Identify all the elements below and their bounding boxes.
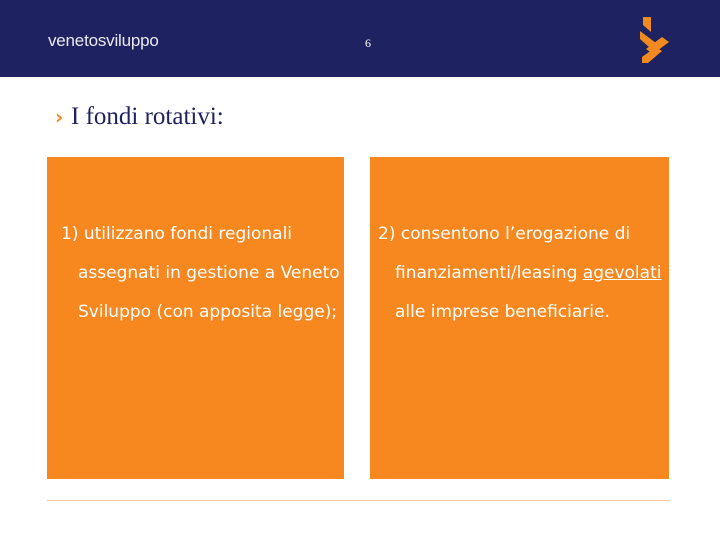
page-number: 6 [365,36,371,50]
footer-divider [47,500,670,501]
slide-title: I fondi rotativi: [71,103,224,130]
box-right-text-suffix: alle imprese beneficiarie. [395,302,610,322]
venetosviluppo-logo-icon [638,17,674,63]
brand-logo-text: venetosviluppo [48,31,159,50]
content-box-right [370,157,669,479]
box-left-text: 1) utilizzano fondi regionali assegnati in gestione a Veneto Sviluppo (con apposita legge); [61,224,340,322]
header-bar [0,0,720,77]
box-right-underlined-word: agevolati [582,263,662,283]
content-box-left [47,157,344,479]
chevron-right-icon: › [55,105,64,129]
box-right-text [378,215,680,332]
box-right-text-prefix: 2) consentono l’erogazione di finanziamenti/leasing [378,224,631,283]
